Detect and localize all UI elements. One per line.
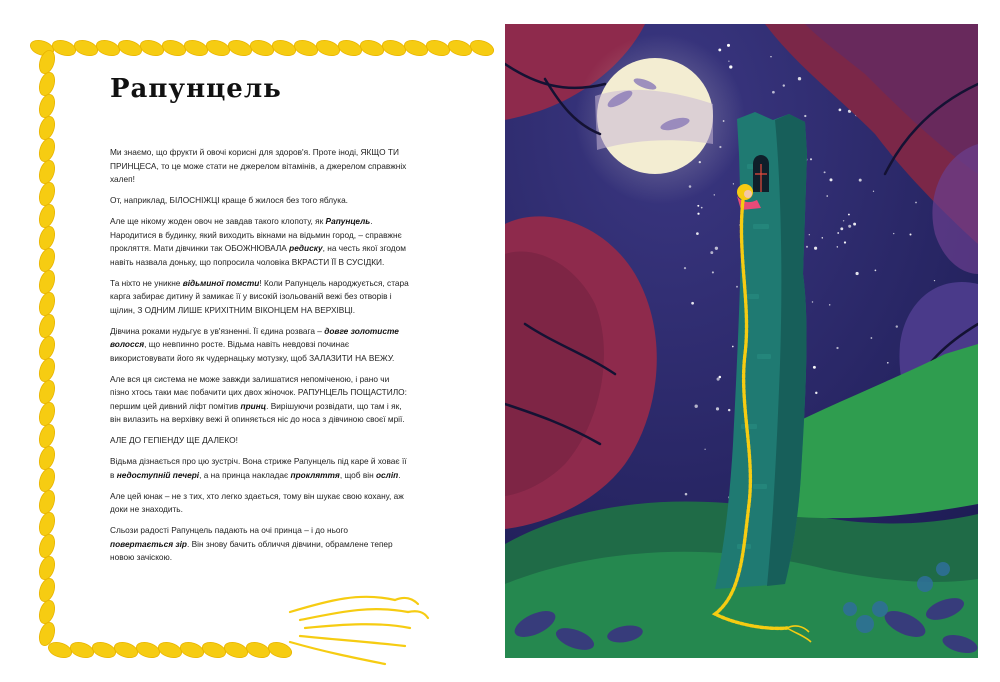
emphasis-text: повертається зір (110, 538, 188, 549)
story-paragraph (110, 524, 410, 565)
story-paragraph (110, 455, 410, 482)
story-text-segment: Але вся ця система не може завжди залишатися непоміченою, і рано чи пізно хтось таки має побачити цих двох жіночок. РАПУНЦЕЛЬ ПОЩАСТИЛО: першим цей дивний ліфт помітив (110, 373, 407, 411)
emphasis-text: осліп (375, 469, 399, 480)
story-text-segment: . Вирішуючи розвідати, що там і як, він вилазить на верхівку вежі й опиняється ніс до носа з дівчиною своєї мрії. (110, 400, 405, 424)
story-text (110, 146, 410, 572)
story-text-segment: , щоб він (339, 469, 376, 480)
rapunzel-illustration (505, 24, 978, 658)
emphasis-text: прокляття (290, 469, 340, 480)
story-text-segment: . (398, 469, 401, 480)
story-paragraph (110, 215, 410, 269)
emphasis-text: редиску (289, 243, 323, 253)
story-text-segment: Сльози радості Рапунцель падають на очі принца – і до нього (110, 525, 349, 535)
story-text-segment: . Народитися в будинку, який виходить вікнами на відьмин город, – справжнє прокляття. Мати дівчинки так ОБОЖНЮВАЛА (110, 216, 402, 253)
story-text-segment: , що невпинно росте. Відьма навіть невдовзі починає використовувати його як чудернацьку мотузку, щоб ЗАЛАЗИТИ НА ВЕЖУ. (110, 339, 395, 363)
emphasis-text: Рапунцель (325, 216, 371, 226)
story-text-segment: . Він знову бачить обличчя дівчини, обрамлене тепер новою зачіскою. (110, 538, 393, 562)
page-title: Рапунцель (110, 74, 282, 104)
story-paragraph (110, 373, 410, 427)
story-text-segment: Та ніхто не уникне (110, 277, 183, 288)
story-text-segment: Дівчина роками нудьгує в ув'язненні. Її єдина розвага – (110, 325, 325, 336)
rapunzel-tower-night-scene-icon (505, 24, 978, 658)
story-text-segment: Ми знаємо, що фрукти й овочі корисні для здоров'я. Проте іноді, ЯКЩО ТИ ПРИНЦЕСА, то це може стати не джерелом вітамінів, а джерелом справжніх халеп! (110, 147, 407, 184)
story-text-segment: От, наприклад, БІЛОСНІЖЦІ краще б жилося без того яблука. (110, 195, 348, 205)
emphasis-text: недоступній печері (116, 469, 200, 480)
emphasis-text: довге золотисте волосся (110, 325, 399, 349)
story-text-segment: ! Коли Рапунцель народжується, стара карга забирає дитину й замикає її у високій ізольованій вежі без отворів і щілин, З ОДНИМ ЛИШЕ КРИХІТНИМ ВІКОНЦЕМ НА ВЕРХІВЦІ. (110, 277, 409, 315)
story-paragraph (110, 325, 410, 366)
story-paragraph (110, 194, 410, 208)
story-paragraph (110, 146, 410, 187)
emphasis-text: принц (240, 400, 267, 411)
story-text-segment: Але ще нікому жоден овоч не завдав такого клопоту, як (110, 216, 326, 226)
story-text-segment: АЛЕ ДО ГЕПІЕНДУ ЩЕ ДАЛЕКО! (110, 435, 238, 445)
story-paragraph (110, 490, 410, 517)
story-paragraph (110, 434, 410, 448)
emphasis-text: відьминої помсти (182, 277, 260, 288)
story-text-segment: , а на принца накладає (199, 469, 291, 480)
story-paragraph (110, 277, 410, 318)
story-text-segment: Але цей юнак – не з тих, хто легко здається, тому він шукає свою кохану, аж доки не знаходить. (110, 490, 404, 514)
story-text-segment: , на честь якої згодом навіть назвала доньку, що попросила чоловіка ВКРАСТИ ЇЇ В СУСІДКИ. (110, 243, 406, 267)
story-text-segment: Відьма дізнається про цю зустріч. Вона стриже Рапунцель під каре й ховає її в (110, 456, 407, 480)
